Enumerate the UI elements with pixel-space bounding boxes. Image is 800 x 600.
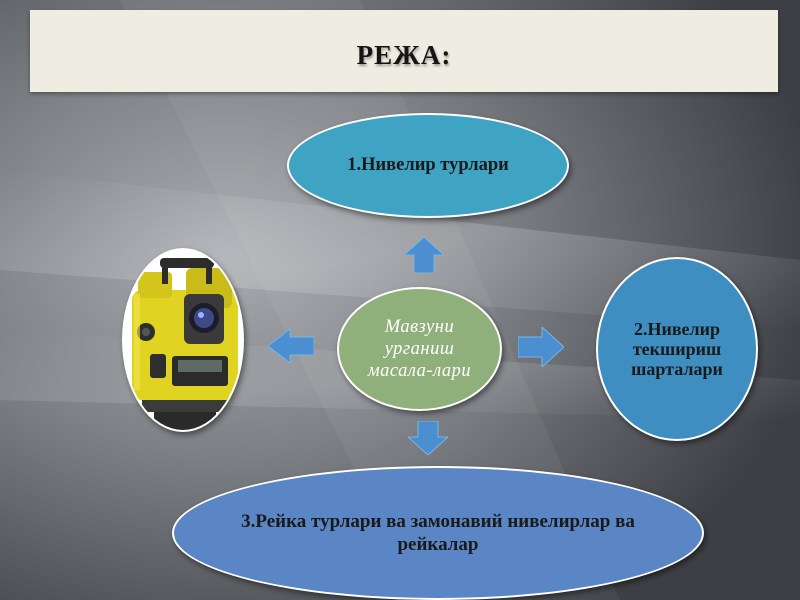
node-rail-types [172,466,704,600]
arrow-down-icon [408,421,448,455]
center-topic-label: Мавзуни урганиш масала-лари [367,317,472,381]
slide-title: РЕЖА: [356,40,452,70]
total-station-icon [124,250,244,432]
center-topic-node [337,287,502,411]
instrument-photo [122,248,244,432]
node-level-types [287,113,569,218]
node-level-types-label: 1.Нивелир турлари [347,155,509,175]
node-level-check-conditions [596,257,758,441]
title-band [30,10,778,92]
node-rail-types-label: 3.Рейка турлари ва замонавий нивелирлар ва рейкалар [241,511,635,555]
arrow-left-icon [268,329,314,363]
arrow-up-icon [404,237,444,273]
arrow-right-icon [518,327,564,367]
node-level-check-label: 2.Нивелир текшириш шарталари [631,319,723,379]
